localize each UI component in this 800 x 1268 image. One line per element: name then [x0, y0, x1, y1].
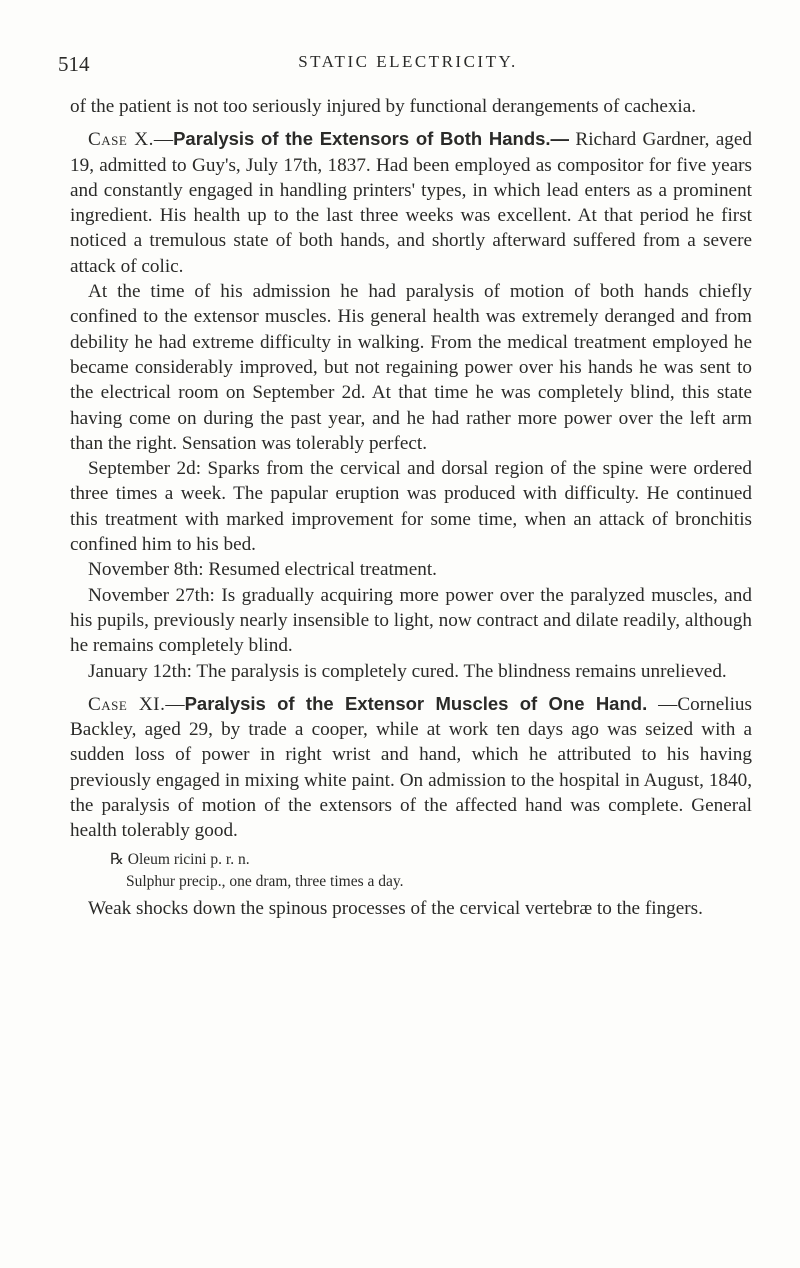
case-xi-dash: — [165, 693, 185, 715]
case-x-dash: — [153, 129, 174, 151]
page-header [58, 52, 758, 78]
intro-paragraph: of the patient is not too seriously injured by functional derangements of cachexia. [70, 96, 697, 117]
case-x-paragraph: September 2d: Sparks from the cervical and dorsal region of the spine were ordered three times a week. The papular eruption was produced with difficulty. He continued this treatment with marked improvement for some time, when an attack of bronchitis confined him to his bed. [70, 458, 752, 556]
case-x-paragraph: November 8th: Resumed electrical treatment. [88, 559, 437, 581]
prescription-line: ℞ Oleum ricini p. r. n. [110, 850, 250, 868]
page-body [70, 94, 752, 921]
case-xi-text: —Cornelius Backley, aged 29, by trade a cooper, while at work ten days ago was seized with a sudden loss of power in right wrist and hand, which he attributed to his having previously engaged in mixing white paint. On admission to the hospital in August, 1840, the paralysis of motion of the extensors of the affected hand was complete. General health tolerably good. [70, 693, 752, 842]
case-x-paragraph: January 12th: The paralysis is completely cured. The blindness remains unrelieved. [88, 660, 727, 682]
case-xi-label: Case XI. [88, 693, 166, 715]
case-x-paragraph: November 27th: Is gradually acquiring more power over the paralyzed muscles, and his pupils, previously nearly insensible to light, now contract and dilate readily, although he remains completely blind. [70, 584, 752, 657]
prescription [70, 849, 752, 893]
case-x-opening [70, 126, 752, 279]
running-title: STATIC ELECTRICITY. [298, 52, 518, 71]
case-x-text: Richard Gardner, aged 19, admitted to Guy's, July 17th, 1837. Had been employed as compositor for five years and constantly engaged in handling printers' types, in which lead enters as a prominent ingredient. His health up to the last three weeks was excellent. At that period he first noticed a tremulous state of both hands, and shortly afterward suffered from a severe attack of colic. [70, 129, 753, 277]
case-x-label: Case X. [88, 129, 154, 151]
case-x-title: Paralysis of the Extensors of Both Hands.— [173, 128, 570, 150]
case-xi-title: Paralysis of the Extensor Muscles of One Hand. [184, 692, 648, 714]
case-x-paragraph: At the time of his admission he had paralysis of motion of both hands chiefly confined to the extensor muscles. His general health was extremely deranged and from debility he had extreme difficulty in walking. From the medical treatment employed he became considerably improved, but not regaining power over his hands he was sent to the electrical room on September 2d. At that time he was completely blind, this state having come on during the past year, and he had rather more power over the left arm than the right. Sensation was tolerably perfect. [70, 281, 752, 454]
page-number: 514 [58, 52, 90, 76]
prescription-line: Sulphur precip., one dram, three times a day. [126, 872, 404, 890]
case-xi-closing: Weak shocks down the spinous processes of the cervical vertebræ to the fingers. [88, 897, 703, 919]
case-xi-opening [70, 691, 752, 844]
